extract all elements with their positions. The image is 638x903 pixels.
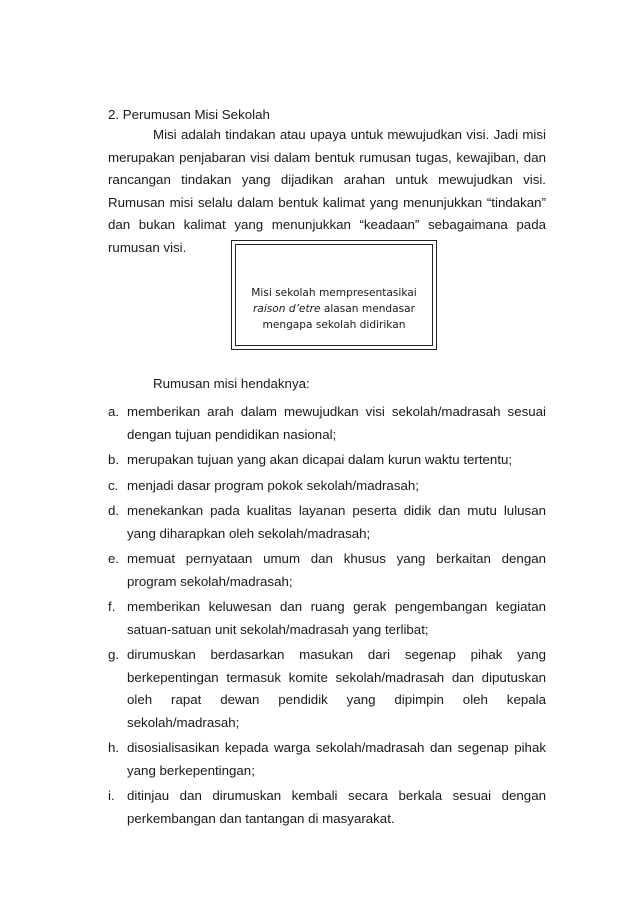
list-item — [108, 644, 546, 734]
list-intro: Rumusan misi hendaknya: — [153, 376, 310, 391]
list-marker: f. — [108, 599, 116, 614]
list-marker: c. — [108, 477, 119, 493]
list-item-text: memberikan arah dalam mewujudkan visi sekolah/madrasah sesuai dengan tujuan pendidikan nasional; — [127, 404, 546, 442]
callout-italic-term: raison d’etre — [252, 303, 321, 315]
list-item — [108, 596, 546, 641]
list-item-text: merupakan tujuan yang akan dicapai dalam kurun waktu tertentu; — [127, 452, 513, 467]
list-marker: a. — [108, 404, 120, 419]
list-marker: g. — [108, 647, 120, 662]
list-item — [108, 449, 546, 472]
mission-criteria-list — [108, 401, 546, 833]
callout-line-3: mengapa sekolah didirikan — [262, 319, 406, 331]
callout-line-2-rest: alasan mendasar — [320, 303, 416, 315]
list-item-text: menjadi dasar program pokok sekolah/madrasah; — [127, 477, 419, 493]
list-marker: b. — [108, 452, 120, 467]
list-item — [108, 785, 546, 830]
callout-text — [232, 285, 436, 333]
list-item — [108, 500, 546, 545]
list-item-text: memberikan keluwesan dan ruang gerak pengembangan kegiatan satuan-satuan unit sekolah/madrasah yang terlibat; — [127, 599, 546, 637]
callout-line-2 — [232, 301, 436, 317]
list-marker: h. — [108, 740, 120, 755]
list-item — [108, 737, 546, 782]
section-heading: 2. Perumusan Misi Sekolah — [108, 107, 270, 122]
list-item-text: disosialisasikan kepada warga sekolah/madrasah dan segenap pihak yang berkepentingan; — [127, 740, 546, 778]
list-marker: e. — [108, 551, 120, 566]
definition-paragraph: Misi adalah tindakan atau upaya untuk mewujudkan visi. Jadi misi merupakan penjabaran visi dalam bentuk rumusan tugas, kewajiban, dan rancangan tindakan yang dijadikan arahan untuk mewujudkan visi. Rumusan misi selalu dalam bentuk kalimat yang menunjukkan “tindakan” dan bukan kalimat yang menunjukkan “keadaan” sebagaimana pada rumusan visi. — [108, 127, 546, 255]
callout-box — [231, 240, 437, 350]
list-item — [108, 548, 546, 593]
list-item-text: memuat pernyataan umum dan khusus yang berkaitan dengan program sekolah/madrasah; — [127, 551, 546, 589]
list-item-text: menekankan pada kualitas layanan peserta didik dan mutu lulusan yang diharapkan oleh sekolah/madrasah; — [127, 503, 546, 541]
list-marker: d. — [108, 503, 120, 518]
list-marker: i. — [108, 788, 115, 803]
list-item-text: ditinjau dan dirumuskan kembali secara berkala sesuai dengan perkembangan dan tantangan di masyarakat. — [127, 788, 546, 826]
list-item — [108, 401, 546, 446]
list-item-text: dirumuskan berdasarkan masukan dari segenap pihak yang berkepentingan termasuk komite sekolah/madrasah dan diputuskan oleh rapat dewan pendidik yang dipimpin oleh kepala sekolah/madrasah; — [127, 647, 546, 730]
callout-line-1: Misi sekolah mempresentasikai — [251, 287, 417, 299]
list-item — [108, 475, 546, 498]
